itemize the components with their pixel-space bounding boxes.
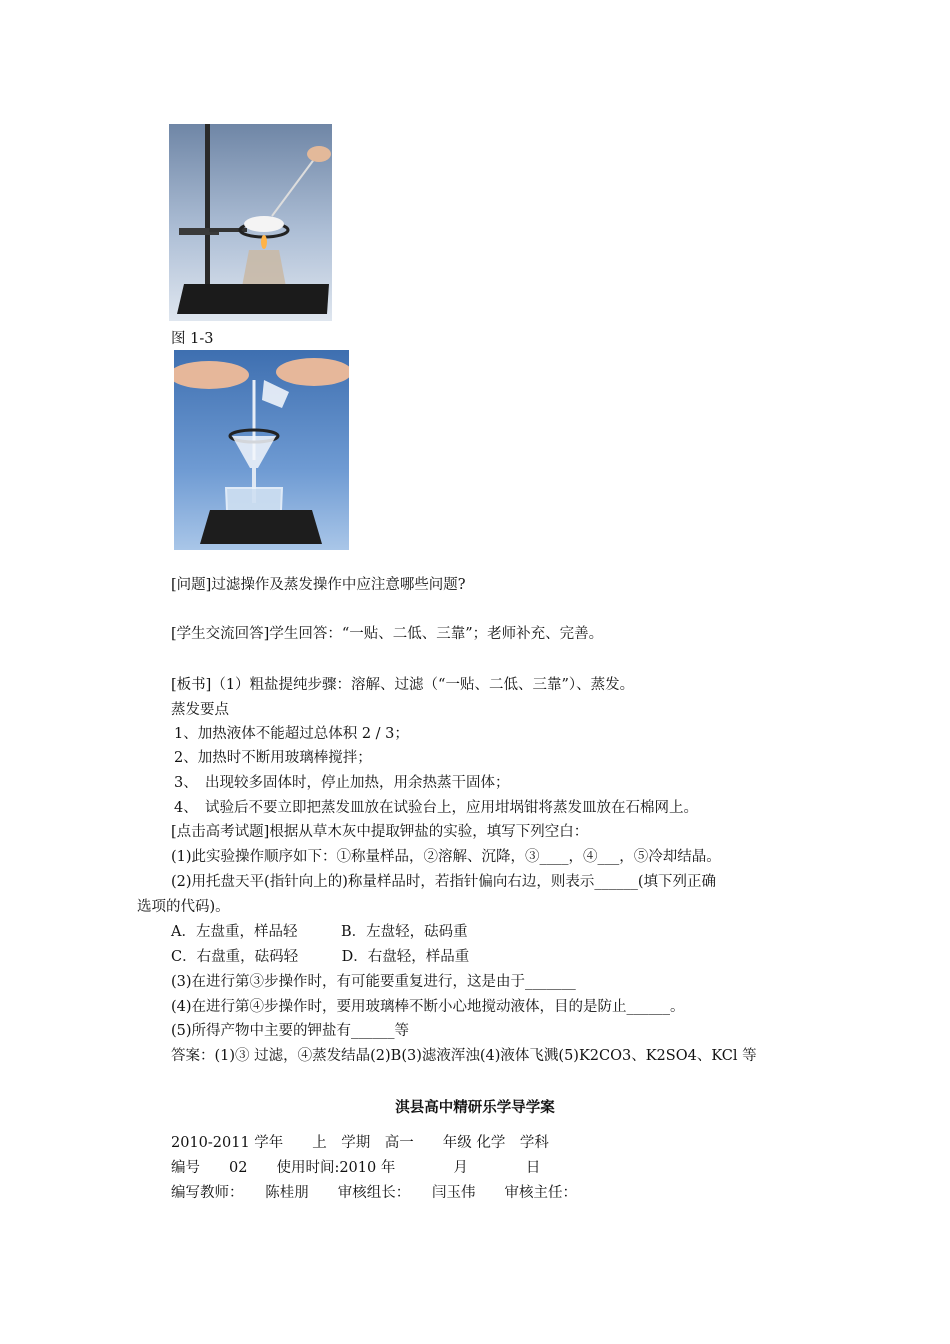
blackboard-line: [板书]（1）粗盐提纯步骤：溶解、过滤（“一贴、二低、三靠”）、蒸发。 <box>171 677 635 693</box>
evaporation-point-1: 1、加热液体不能超过总体积 2 / 3； <box>174 726 409 742</box>
term-info-row: 2010-2011 学年 上 学期 高一 年级 化学 学科 <box>171 1135 549 1151</box>
school-title: 淇县高中精研乐学导学案 <box>395 1100 555 1116</box>
exam-question-5: (5)所得产物中主要的钾盐有______等 <box>171 1023 410 1039</box>
exam-question-4: (4)在进行第④步操作时，要用玻璃棒不断小心地搅动液体，目的是防止______。 <box>171 999 685 1015</box>
filtration-apparatus-photo <box>174 350 349 550</box>
teachers-row: 编写教师： 陈桂朋 审核组长： 闫玉伟 审核主任： <box>171 1185 577 1201</box>
exam-question-1: (1)此实验操作顺序如下：①称量样品，②溶解、沉降，③____，④___，⑤冷却结晶。 <box>171 849 721 865</box>
evaporation-point-2: 2、加热时不断用玻璃棒搅拌； <box>174 750 372 766</box>
figure-caption: 图 1-3 <box>171 331 214 347</box>
exam-question-3: (3)在进行第③步操作时，有可能要重复进行，这是由于_______ <box>171 974 576 990</box>
option-row-ab: A．左盘重，样品轻 B．左盘轻，砝码重 <box>171 924 468 940</box>
answer-line: 答案：(1)③ 过滤，④蒸发结晶(2)B(3)滤液浑浊(4)液体飞溅(5)K2CO3、K2SO4、KCl 等 <box>171 1048 757 1064</box>
student-answer-line: [学生交流回答]学生回答：“一贴、二低、三靠”；老师补充、完善。 <box>171 626 604 642</box>
exam-question-2-cont: 选项的代码)。 <box>137 899 230 915</box>
evaporation-apparatus-photo <box>169 124 332 321</box>
exam-question-intro: [点击高考试题]根据从草木灰中提取钾盐的实验，填写下列空白： <box>171 824 589 840</box>
evaporation-point-4: 4、 试验后不要立即把蒸发皿放在试验台上，应用坩埚钳将蒸发皿放在石棉网上。 <box>174 800 698 816</box>
number-date-row: 编号 02 使用时间:2010 年 月 日 <box>171 1160 541 1176</box>
exam-question-2: (2)用托盘天平(指针向上的)称量样品时，若指针偏向右边，则表示______(填下列正确 <box>171 874 717 890</box>
evaporation-points-heading: 蒸发要点 <box>171 702 229 718</box>
evaporation-point-3: 3、 出现较多固体时，停止加热，用余热蒸干固体； <box>174 775 510 791</box>
question-line: [问题]过滤操作及蒸发操作中应注意哪些问题? <box>171 577 466 593</box>
option-row-cd: C．右盘重，砝码轻 D．右盘轻，样品重 <box>171 949 470 965</box>
